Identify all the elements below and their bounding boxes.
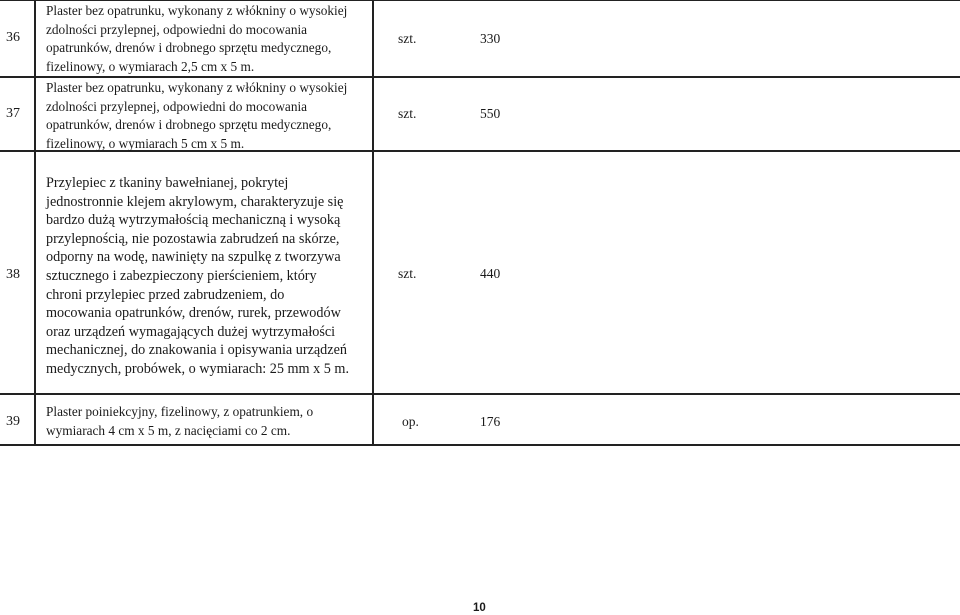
description-line: Plaster poiniekcyjny, fizelinowy, z opatrunkiem, o	[46, 404, 314, 419]
description-line: medycznych, probówek, o wymiarach: 25 mm x 5 m.	[46, 360, 349, 377]
item-description	[46, 2, 376, 76]
quantity: 176	[480, 414, 501, 429]
description-line: Plaster bez opatrunku, wykonany z włókniny o wysokiej	[46, 80, 348, 95]
description-line: odporny na wodę, nawinięty na szpulkę z tworzywa	[46, 249, 341, 266]
description-line: wymiarach 4 cm x 5 m, z nacięciami co 2 cm.	[46, 422, 291, 438]
description-line: przylepnością, nie pozostawia zabrudzeń na skórze,	[46, 230, 340, 247]
unit-of-measure: szt.	[398, 106, 417, 121]
description-line: jednostronnie klejem akrylowym, charakteryzuje się	[46, 193, 344, 210]
row-number: 36	[6, 30, 20, 45]
table-row	[0, 150, 960, 393]
row-number: 38	[6, 267, 20, 282]
description-line: fizelinowy, o wymiarach 2,5 cm x 5 m.	[46, 58, 255, 74]
unit-of-measure: op.	[402, 414, 419, 429]
description-line: zdolności przylepnej, odpowiedni do mocowania	[46, 98, 308, 114]
quantity: 550	[480, 106, 501, 121]
description-line: bardzo dużą wytrzymałością mechaniczną i wysoką	[46, 212, 341, 229]
quantity: 330	[480, 31, 501, 46]
quantity: 440	[480, 266, 501, 281]
unit-of-measure: szt.	[398, 266, 417, 281]
description-line: opatrunków, drenów i drobnego sprzętu medycznego,	[46, 117, 332, 133]
description-line: sztucznego i zabezpieczony pierścieniem, który	[46, 267, 317, 284]
description-line: opatrunków, drenów i drobnego sprzętu medycznego,	[46, 40, 332, 56]
item-description	[46, 174, 376, 379]
row-divider	[0, 444, 960, 446]
description-line: oraz urządzeń wymagających dużej wytrzymałości	[46, 323, 336, 340]
description-line: Przylepiec z tkaniny bawełnianej, pokrytej	[46, 175, 289, 191]
row-number: 39	[6, 414, 20, 429]
page-number: 10	[473, 602, 486, 614]
description-line: Plaster bez opatrunku, wykonany z włókniny o wysokiej	[46, 3, 348, 18]
table-row	[0, 0, 960, 76]
description-line: zdolności przylepnej, odpowiedni do mocowania	[46, 21, 308, 37]
table-row	[0, 393, 960, 444]
description-line: fizelinowy, o wymiarach 5 cm x 5 m.	[46, 135, 245, 151]
description-line: mechanicznej, do znakowania i opisywania urządzeń	[46, 342, 347, 359]
description-line: chroni przylepiec przed zabrudzeniem, do	[46, 286, 285, 303]
description-line: mocowania opatrunków, drenów, rurek, przewodów	[46, 305, 341, 322]
item-description	[46, 79, 376, 153]
item-description	[46, 403, 376, 440]
unit-of-measure: szt.	[398, 31, 417, 46]
row-number: 37	[6, 106, 20, 121]
table-row	[0, 76, 960, 150]
